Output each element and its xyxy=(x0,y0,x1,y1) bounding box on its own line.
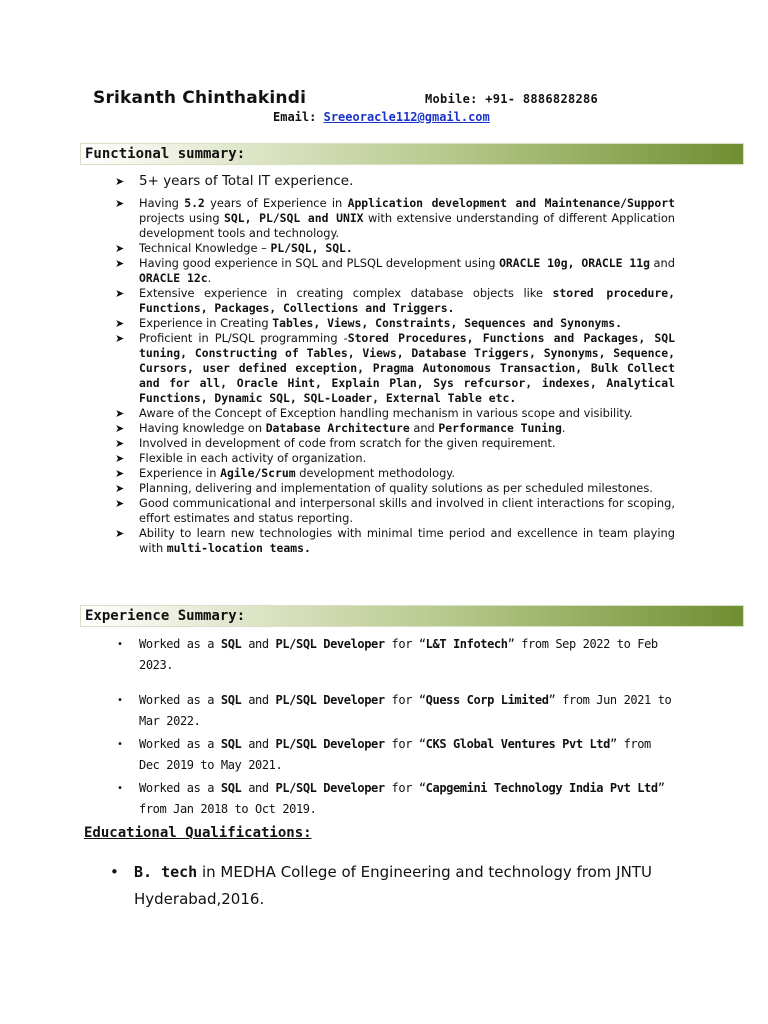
bold-text: multi-location teams. xyxy=(166,541,311,555)
bold-text: stored procedure, Functions, Packages, Collections and Triggers. xyxy=(139,286,675,315)
bold-text: PL/SQL Developer xyxy=(275,693,385,707)
functional-summary-title: Functional summary: xyxy=(85,146,246,162)
text: Ability to learn new technologies with minimal time period and excellence in team playing with xyxy=(139,526,675,555)
functional-summary-item xyxy=(115,436,675,451)
bold-text: PL/SQL Developer xyxy=(275,781,385,795)
degree: B. tech xyxy=(134,863,198,881)
bullet-icon: • xyxy=(117,695,123,706)
text: Proficient in PL/SQL programming - xyxy=(139,331,348,345)
arrow-bullet-icon: ➤ xyxy=(115,467,125,480)
functional-summary-item xyxy=(115,241,675,256)
text: for “ xyxy=(384,781,426,795)
functional-summary-item xyxy=(115,451,675,466)
text: Aware of the Concept of Exception handling mechanism in various scope and visibility. xyxy=(139,406,633,420)
text: Worked as a xyxy=(139,637,221,651)
mobile-number: Mobile: +91- 8886828286 xyxy=(425,92,599,106)
text: for “ xyxy=(384,737,426,751)
bold-text: SQL xyxy=(220,637,242,651)
arrow-bullet-icon: ➤ xyxy=(115,197,125,210)
experience-item xyxy=(115,734,675,776)
candidate-name: Srikanth Chinthakindi xyxy=(93,88,307,108)
bold-text: Stored Procedures, Functions and Packages, SQL tuning, Constructing of Tables, Views, Database Triggers, Synonyms, Sequence, Cursors, user defined exception, Pragma Autonomous Transaction, Bulk Collect and for all, Oracle Hint, Explain Plan, Sys refcursor, indexes, Analytical Functions, Dynamic SQL, SQL-Loader, External Table etc. xyxy=(139,331,675,405)
arrow-bullet-icon: ➤ xyxy=(115,287,125,300)
text: and xyxy=(241,781,276,795)
text: for “ xyxy=(384,637,426,651)
arrow-bullet-icon: ➤ xyxy=(115,242,125,255)
functional-summary-header xyxy=(80,143,744,165)
bold-text: Agile/Scrum xyxy=(220,466,296,480)
bold-text: SQL, PL/SQL and UNIX xyxy=(224,211,364,225)
text: years of Experience in xyxy=(204,196,348,210)
bold-text: Application development and Maintenance/Support xyxy=(347,196,675,210)
bold-text: ORACLE 10g, ORACLE 11g xyxy=(499,256,650,270)
bold-text: PL/SQL Developer xyxy=(275,637,385,651)
functional-summary-item xyxy=(115,496,675,526)
functional-summary-item xyxy=(115,406,675,421)
arrow-bullet-icon: ➤ xyxy=(115,497,125,510)
functional-summary-item xyxy=(115,481,675,496)
text: with extensive understanding of different Application development tools and technology. xyxy=(139,211,676,240)
arrow-bullet-icon: ➤ xyxy=(115,452,125,465)
text: projects using xyxy=(139,211,225,225)
bold-text: 5.2 xyxy=(184,196,205,210)
bold-text: SQL xyxy=(220,737,242,751)
text: ” from Jan 2018 to Oct 2019. xyxy=(139,781,665,816)
email-label: Email: xyxy=(273,110,317,124)
text: Having knowledge on xyxy=(139,421,266,435)
bold-text: SQL xyxy=(220,693,242,707)
functional-summary-item xyxy=(115,526,675,556)
bold-text: Tables, Views, Constraints, Sequences and Synonyms. xyxy=(272,316,622,330)
bold-text: PL/SQL Developer xyxy=(275,737,385,751)
bold-text: CKS Global Ventures Pvt Ltd xyxy=(425,737,610,751)
text: ” from Dec 2019 to May 2021. xyxy=(139,737,651,772)
text: and xyxy=(241,637,276,651)
functional-summary-item xyxy=(115,466,675,481)
arrow-bullet-icon: ➤ xyxy=(115,407,125,420)
text: Technical Knowledge – xyxy=(139,241,271,255)
education-title: Educational Qualifications: xyxy=(84,825,312,841)
text: Worked as a xyxy=(139,693,221,707)
bold-text: PL/SQL, SQL. xyxy=(270,241,353,255)
functional-summary-item xyxy=(115,172,675,190)
experience-summary-title: Experience Summary: xyxy=(85,608,246,624)
arrow-bullet-icon: ➤ xyxy=(115,175,125,188)
text: Worked as a xyxy=(139,737,221,751)
text: ” from Jun 2021 to Mar 2022. xyxy=(139,693,672,728)
functional-summary-list xyxy=(115,172,675,556)
bullet-icon: • xyxy=(117,783,123,794)
functional-summary-item xyxy=(115,316,675,331)
bullet-icon: • xyxy=(117,739,123,750)
experience-summary-list xyxy=(115,634,675,820)
degree-detail: in MEDHA College of Engineering and technology from JNTU Hyderabad,2016. xyxy=(134,863,652,908)
text: . xyxy=(561,421,566,435)
text: . xyxy=(207,271,212,285)
email-link[interactable]: Sreeoracle112@gmail.com xyxy=(323,110,490,124)
arrow-bullet-icon: ➤ xyxy=(115,482,125,495)
text: Worked as a xyxy=(139,781,221,795)
arrow-bullet-icon: ➤ xyxy=(115,527,125,540)
bullet-icon: • xyxy=(110,863,119,881)
arrow-bullet-icon: ➤ xyxy=(115,437,125,450)
text: Flexible in each activity of organization. xyxy=(139,451,367,465)
experience-item xyxy=(115,634,675,676)
education-item xyxy=(110,859,724,913)
arrow-bullet-icon: ➤ xyxy=(115,422,125,435)
text: and xyxy=(241,737,276,751)
arrow-bullet-icon: ➤ xyxy=(115,332,125,345)
functional-summary-item xyxy=(115,196,675,241)
text: Extensive experience in creating complex database objects like xyxy=(139,286,553,300)
text: and xyxy=(409,421,439,435)
bullet-icon: • xyxy=(117,639,123,650)
text: Experience in Creating xyxy=(139,316,273,330)
bold-text: ORACLE 12c xyxy=(139,271,208,285)
functional-summary-item xyxy=(115,256,675,286)
text: Having good experience in SQL and PLSQL development using xyxy=(139,256,500,270)
text: development methodology. xyxy=(295,466,456,480)
bold-text: Capgemini Technology India Pvt Ltd xyxy=(425,781,658,795)
text: ” from Sep 2022 to Feb 2023. xyxy=(139,637,658,672)
text: and xyxy=(649,256,675,270)
bold-text: Quess Corp Limited xyxy=(425,693,549,707)
text: Having xyxy=(139,196,185,210)
functional-summary-item xyxy=(115,421,675,436)
arrow-bullet-icon: ➤ xyxy=(115,317,125,330)
bold-text: Performance Tuning xyxy=(438,421,562,435)
experience-summary-header xyxy=(80,605,744,627)
experience-item xyxy=(115,690,675,732)
text: and xyxy=(241,693,276,707)
text: Good communicational and interpersonal skills and involved in client interactions for scoping, effort estimates and status reporting. xyxy=(139,496,675,525)
text: for “ xyxy=(384,693,426,707)
functional-summary-item xyxy=(115,331,675,406)
bold-text: Database Architecture xyxy=(265,421,410,435)
bold-text: SQL xyxy=(220,781,242,795)
arrow-bullet-icon: ➤ xyxy=(115,257,125,270)
text: Involved in development of code from scratch for the given requirement. xyxy=(139,436,556,450)
email-row xyxy=(273,110,490,124)
text: Planning, delivering and implementation of quality solutions as per scheduled milestones. xyxy=(139,481,653,495)
text: Experience in xyxy=(139,466,221,480)
experience-item xyxy=(115,778,675,820)
text: 5+ years of Total IT experience. xyxy=(139,173,354,189)
functional-summary-item xyxy=(115,286,675,316)
bold-text: L&T Infotech xyxy=(425,637,508,651)
